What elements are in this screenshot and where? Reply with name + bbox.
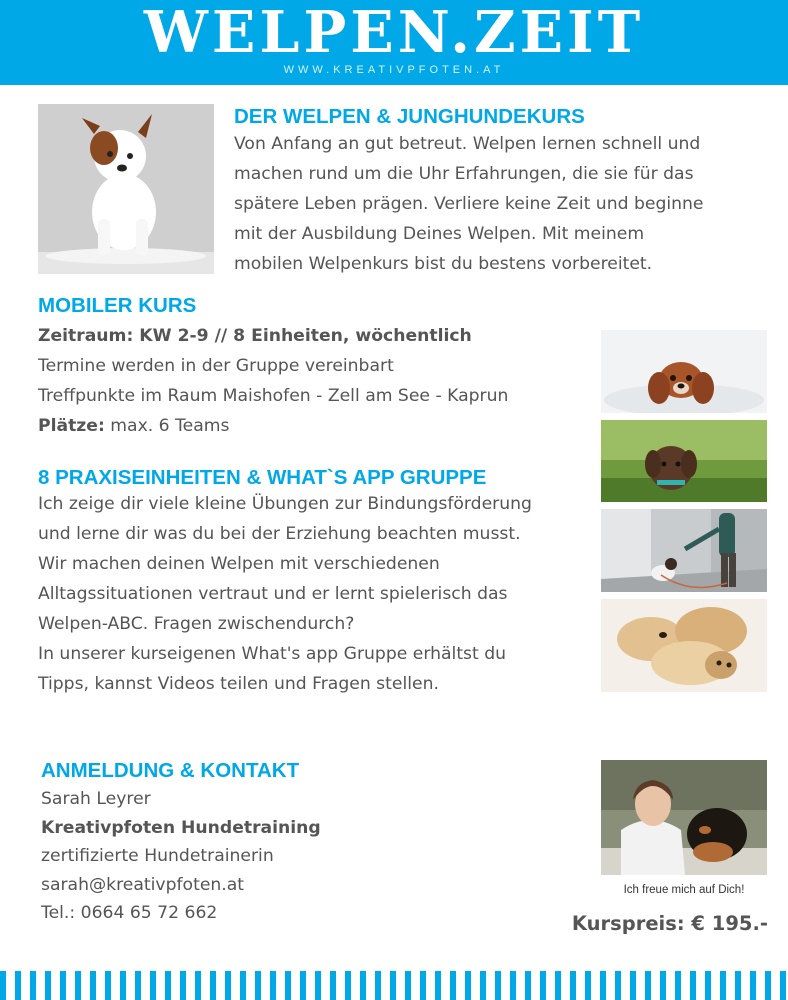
intro-line: mit der Ausbildung Deines Welpen. Mit meinem — [234, 224, 645, 244]
contact-title: zertifizierte Hundetrainerin — [41, 846, 274, 866]
cavalier-puppy-photo — [601, 330, 767, 413]
chocolate-lab-puppy-photo — [601, 420, 767, 502]
course-schedule-note: Termine werden in der Gruppe vereinbart — [38, 356, 394, 376]
practice-text — [38, 489, 532, 699]
mobile-course-details — [38, 321, 508, 441]
contact-company: Kreativpfoten Hundetraining — [41, 817, 321, 838]
course-price: Kurspreis: € 195.- — [571, 912, 768, 935]
course-meeting-points: Treffpunkte im Raum Maishofen - Zell am See - Kaprun — [38, 386, 509, 406]
photo-caption: Ich freue mich auf Dich! — [623, 884, 745, 896]
practice-line: Welpen-ABC. Fragen zwischendurch? — [38, 614, 355, 634]
intro-line: Von Anfang an gut betreut. Welpen lernen schnell und — [234, 134, 701, 154]
intro-heading: DER WELPEN & JUNGHUNDEKURS — [234, 105, 585, 128]
website-url[interactable]: WWW.KREATIVPFOTEN.AT — [283, 64, 505, 76]
trainer-with-dog-photo — [601, 760, 767, 875]
course-places — [38, 411, 508, 441]
contact-name: Sarah Leyrer — [41, 789, 151, 809]
practice-line: und lerne dir was du bei der Erziehung beachten musst. — [38, 524, 521, 544]
page-title: WELPEN.ZEIT — [143, 0, 645, 66]
practice-line: In unserer kurseigenen What's app Gruppe erhältst du — [38, 644, 507, 664]
intro-line: spätere Leben prägen. Verliere keine Zeit und beginne — [234, 194, 704, 214]
contact-heading: ANMELDUNG & KONTAKT — [41, 759, 300, 782]
jack-russell-puppy-photo — [38, 104, 214, 274]
practice-line: Ich zeige dir viele kleine Übungen zur Bindungsförderung — [38, 494, 532, 514]
golden-puppies-sleeping-photo — [601, 599, 767, 692]
header-banner — [0, 0, 788, 85]
places-label: Plätze: — [38, 416, 105, 436]
contact-details — [41, 785, 321, 928]
places-value: max. 6 Teams — [104, 416, 230, 436]
contact-email[interactable]: sarah@kreativpfoten.at — [41, 874, 245, 895]
intro-text — [234, 129, 704, 279]
practice-line: Alltagssituationen vertraut und er lernt spielerisch das — [38, 584, 508, 604]
mobile-course-heading: MOBILER KURS — [38, 294, 197, 317]
footer-dashed-border — [0, 971, 788, 1000]
contact-phone[interactable]: Tel.: 0664 65 72 662 — [41, 903, 218, 923]
intro-line: mobilen Welpenkurs bist du bestens vorbereitet. — [234, 254, 653, 274]
course-period: Zeitraum: KW 2-9 // 8 Einheiten, wöchentlich — [38, 326, 472, 346]
training-with-puppy-photo — [601, 509, 767, 592]
practice-heading: 8 PRAXISEINHEITEN & WHAT`S APP GRUPPE — [38, 466, 487, 489]
practice-line: Tipps, kannst Videos teilen und Fragen stellen. — [38, 674, 439, 694]
intro-line: machen rund um die Uhr Erfahrungen, die sie für das — [234, 164, 694, 184]
practice-line: Wir machen deinen Welpen mit verschiedenen — [38, 554, 440, 574]
